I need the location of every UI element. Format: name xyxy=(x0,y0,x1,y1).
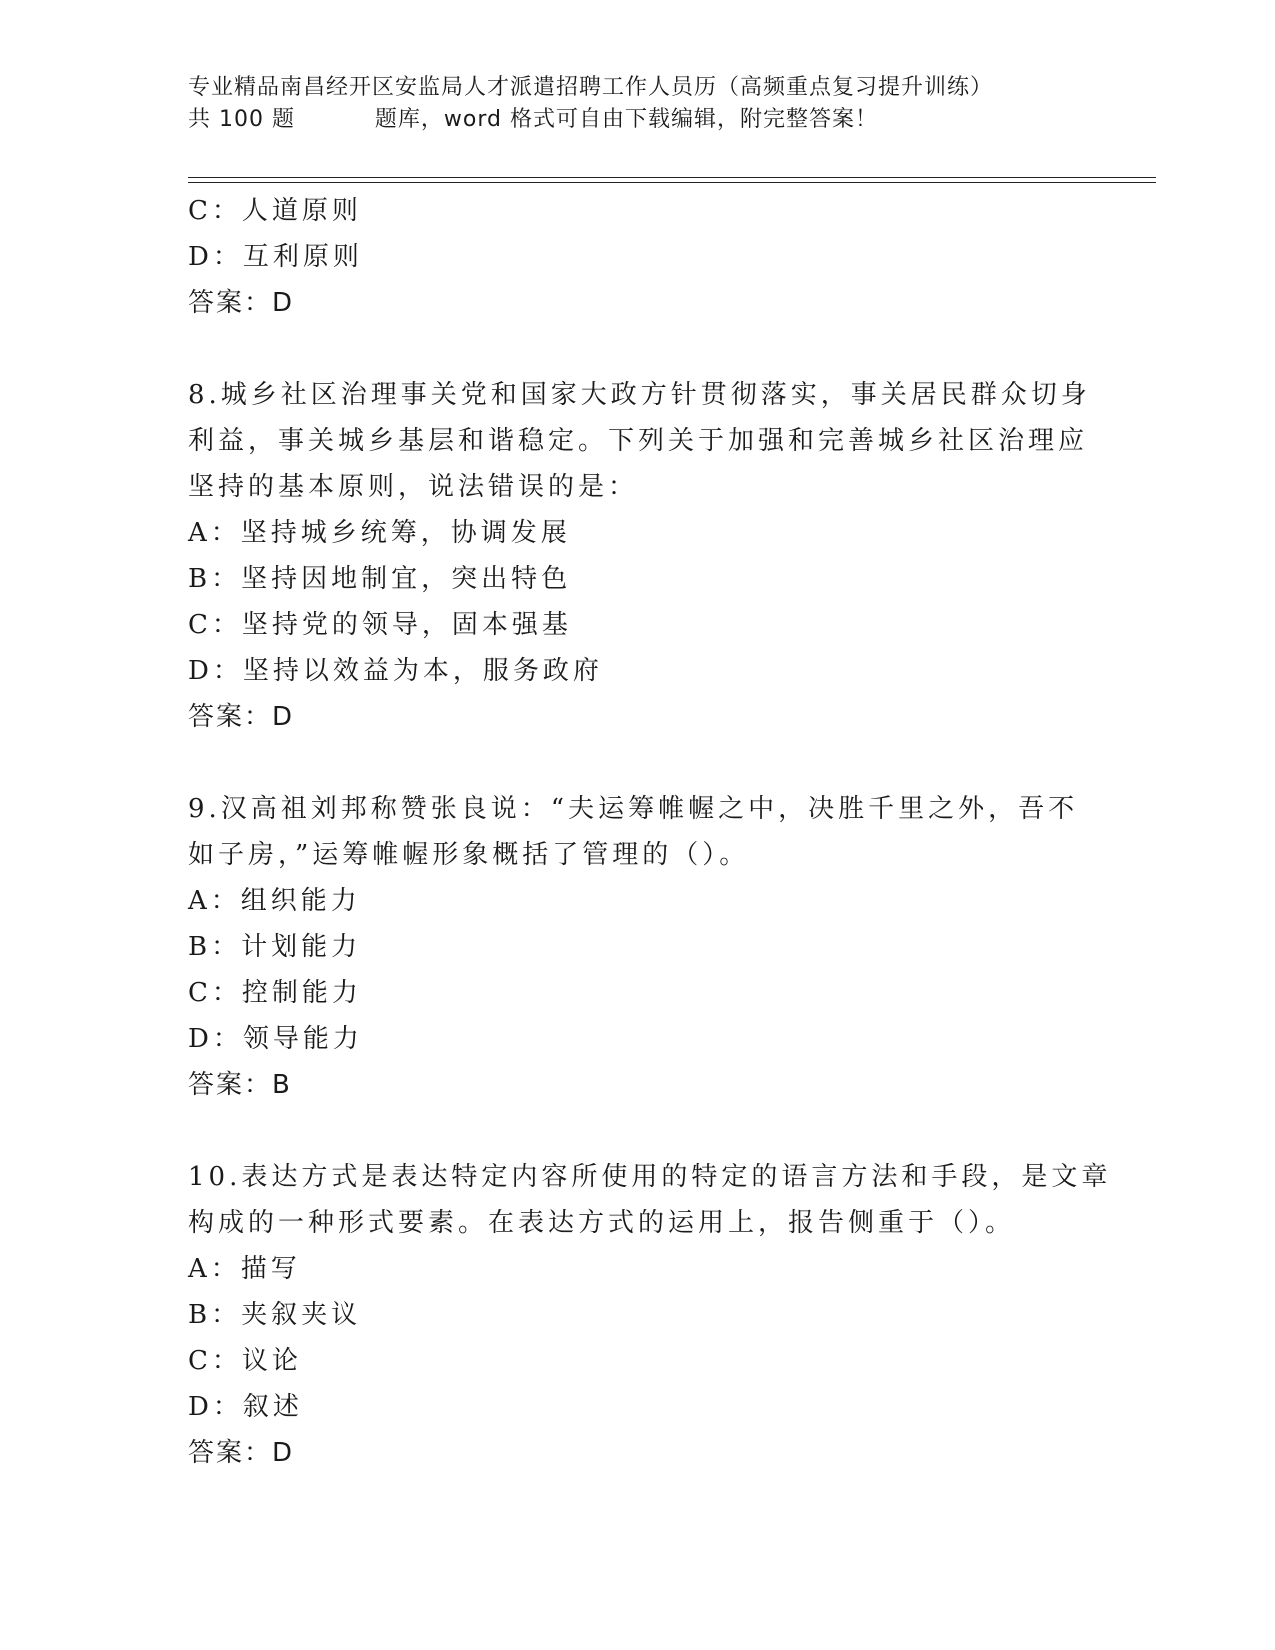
header-title: 专业精品南昌经开区安监局人才派遣招聘工作人员历（高频重点复习提升训练） xyxy=(188,75,994,100)
spacer xyxy=(188,1108,1088,1154)
option-b: B：计划能力 xyxy=(188,932,362,962)
option-c: C：坚持党的领导，固本强基 xyxy=(188,610,572,640)
option-d: D：互利原则 xyxy=(188,242,363,272)
question-content xyxy=(188,188,1112,1476)
question-text-line: 10.表达方式是表达特定内容所使用的特定的语言方法和手段，是文章 xyxy=(188,1162,1112,1192)
spacer xyxy=(188,740,1088,786)
header-divider-top xyxy=(188,177,1156,178)
option-c: C：人道原则 xyxy=(188,196,362,226)
question-text-line: 8.城乡社区治理事关党和国家大政方针贯彻落实，事关居民群众切身 xyxy=(188,380,1091,410)
question-fragment xyxy=(188,188,1088,326)
question-text-line: 如子房，”运筹帷幄形象概括了管理的（）。 xyxy=(188,840,750,870)
header-divider-bottom xyxy=(188,182,1156,183)
question-9 xyxy=(188,786,1088,1108)
option-b: B：夹叙夹议 xyxy=(188,1300,362,1330)
option-d: D：坚持以效益为本，服务政府 xyxy=(188,656,603,686)
option-d: D：领导能力 xyxy=(188,1024,363,1054)
option-a: A：组织能力 xyxy=(188,886,361,916)
option-a: A：坚持城乡统筹，协调发展 xyxy=(188,518,571,548)
answer-line: 答案：D xyxy=(188,288,295,318)
option-c: C：议论 xyxy=(188,1346,302,1376)
question-text-line: 9.汉高祖刘邦称赞张良说：“夫运筹帷幄之中，决胜千里之外，吾不 xyxy=(188,794,1079,824)
option-c: C：控制能力 xyxy=(188,978,362,1008)
question-text-line: 坚持的基本原则，说法错误的是： xyxy=(188,472,639,502)
question-8 xyxy=(188,372,1091,740)
answer-line: 答案：D xyxy=(188,702,295,732)
question-10 xyxy=(188,1154,1112,1476)
option-d: D：叙述 xyxy=(188,1392,303,1422)
document-header xyxy=(188,72,1088,136)
question-text-line: 构成的一种形式要素。在表达方式的运用上，报告侧重于（）。 xyxy=(188,1208,1016,1238)
answer-line: 答案：B xyxy=(188,1070,292,1100)
spacer xyxy=(188,326,1088,372)
answer-line: 答案：D xyxy=(188,1438,295,1468)
option-b: B：坚持因地制宜，突出特色 xyxy=(188,564,572,594)
option-a: A：描写 xyxy=(188,1254,301,1284)
header-subtitle: 共 100 题 题库，word 格式可自由下载编辑，附完整答案！ xyxy=(188,107,878,132)
question-text-line: 利益，事关城乡基层和谐稳定。下列关于加强和完善城乡社区治理应 xyxy=(188,426,1089,456)
